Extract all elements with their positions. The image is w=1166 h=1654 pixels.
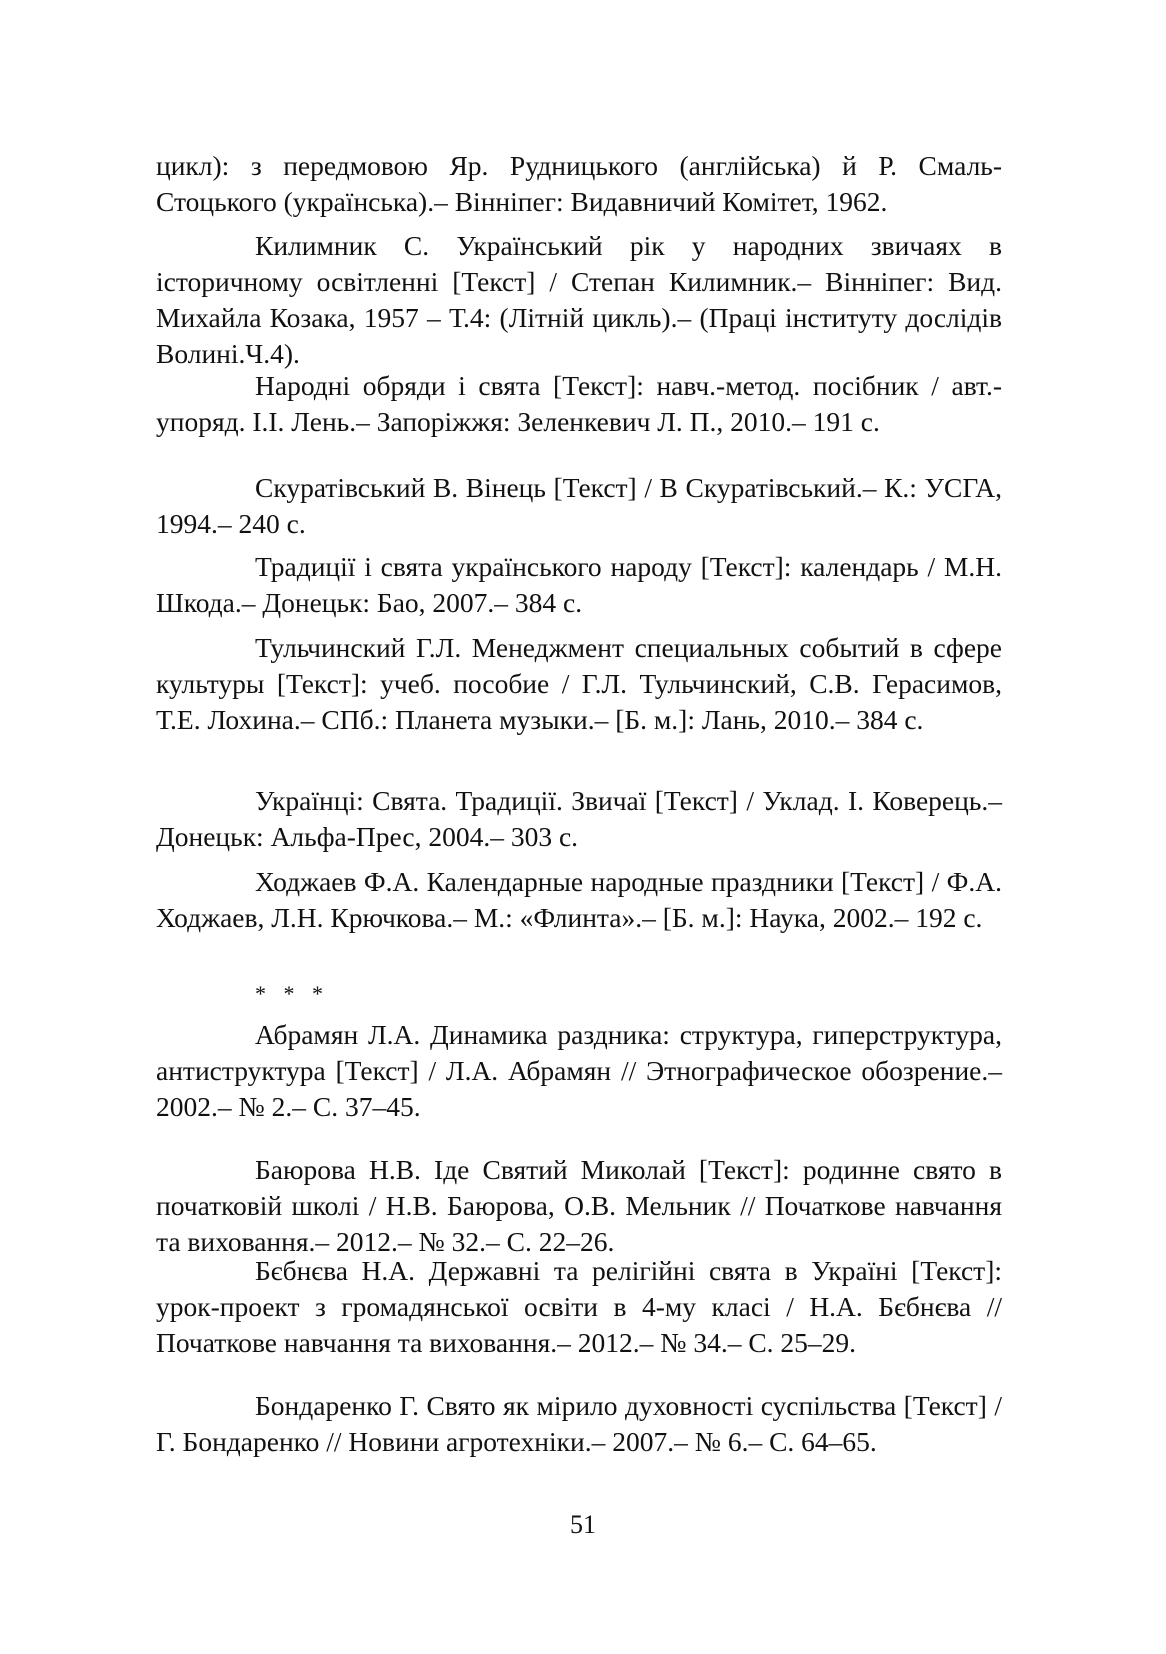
bibliography-entry: Ходжаев Ф.А. Календарные народные праздники [Текст] / Ф.А. Ходжаев, Л.Н. Крючкова.– М.: «Флинта».– [Б. м.]: Наука, 2002.– 192 с.	[156, 866, 1002, 933]
bibliography-entry: Тульчинский Г.Л. Менеджмент специальных событий в сфере культуры [Текст]: учеб. пособие / Г.Л. Тульчинский, С.В. Герасимов, Т.Е. Лохина.– СПб.: Планета музыки.– [Б. м.]: Лань, 2010.– 384 с.	[156, 632, 1002, 735]
bibliography-entry: Бєбнєва Н.А. Державні та релігійні свята в Україні [Текст]: урок-проект з громадянської освіти в 4-му класі / Н.А. Бєбнєва // Початкове навчання та виховання.– 2012.– № 34.– С. 25–29.	[156, 1255, 1002, 1358]
section-separator: * * *	[255, 981, 329, 1006]
bibliography-entry: цикл): з передмовою Яр. Рудницького (англійська) й Р. Смаль-Стоцького (українська).– Вінніпег: Видавничий Комітет, 1962.	[156, 150, 1002, 217]
bibliography-entry: Баюрова Н.В. Іде Святий Миколай [Текст]: родинне свято в початковій школі / Н.В. Баюрова, О.В. Мельник // Початкове навчання та виховання.– 2012.– № 32.– С. 22–26.	[156, 1154, 1002, 1257]
bibliography-entry: Бондаренко Г. Свято як мірило духовності суспільства [Текст] / Г. Бондаренко // Новини агротехніки.– 2007.– № 6.– С. 64–65.	[156, 1390, 1002, 1457]
bibliography-entry: Традиції і свята українського народу [Текст]: календарь / М.Н. Шкода.– Донецьк: Бао, 2007.– 384 с.	[156, 551, 1002, 618]
bibliography-entry: Килимник С. Український рік у народних звичаях в історичному освітленні [Текст] / Степан Килимник.– Вінніпег: Вид. Михайла Козака, 1957 – Т.4: (Літній цикль).– (Праці інституту дослідів Волині.Ч.4).	[156, 230, 1002, 369]
bibliography-entry: Скуратівський В. Вінець [Текст] / В Скуратівський.– К.: УСГА, 1994.– 240 с.	[156, 472, 1002, 539]
page-number: 51	[570, 1510, 596, 1539]
bibliography-entry: Абрамян Л.А. Динамика раздника: структура, гиперструктура, антиструктура [Текст] / Л.А. Абрамян // Этнографическое обозрение.– 2002.– № 2.– С. 37–45.	[156, 1019, 1002, 1122]
bibliography-entry: Народні обряди і свята [Текст]: навч.-метод. посібник / авт.-упоряд. І.І. Лень.– Запоріжжя: Зеленкевич Л. П., 2010.– 191 с.	[156, 370, 1002, 437]
bibliography-entry: Українці: Свята. Традиції. Звичаї [Текст] / Уклад. І. Коверець.– Донецьк: Альфа-Прес, 2004.– 303 с.	[156, 785, 1002, 852]
